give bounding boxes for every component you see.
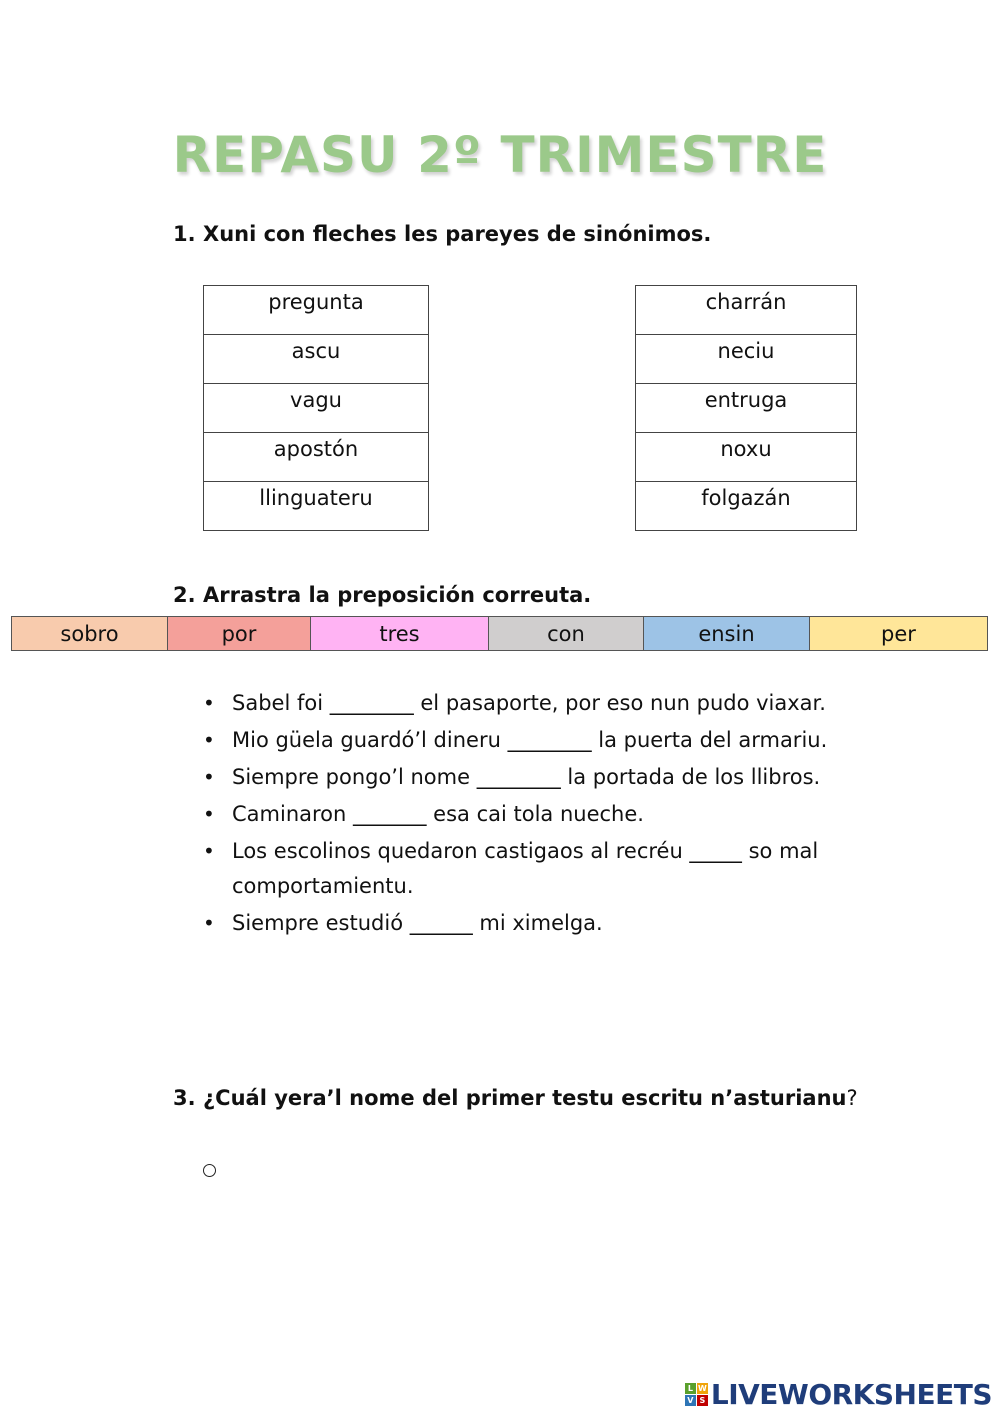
- right-word[interactable]: neciu: [636, 335, 857, 384]
- list-item: [203, 723, 863, 758]
- bullet: •: [203, 911, 215, 935]
- list-item: [203, 797, 863, 832]
- question-1-text: Xuni con fleches les pareyes de sinónimos.: [203, 222, 712, 246]
- logo-letter: V: [685, 1395, 696, 1406]
- question-2: [173, 583, 591, 607]
- left-word[interactable]: apostón: [204, 433, 429, 482]
- preposition-chip-sobro[interactable]: sobro: [12, 617, 168, 650]
- right-word-table: [635, 285, 857, 531]
- list-item: [203, 834, 863, 904]
- preposition-chip-ensin[interactable]: ensin: [644, 617, 810, 650]
- logo-mark-icon: [685, 1383, 708, 1406]
- question-3-text: ¿Cuál yera’l nome del primer testu escritu n’asturianu: [203, 1086, 847, 1110]
- logo-text: LIVEWORKSHEETS: [710, 1378, 992, 1411]
- liveworksheets-logo: [685, 1378, 992, 1411]
- bullet: •: [203, 839, 215, 863]
- logo-letter: S: [697, 1395, 708, 1406]
- left-word[interactable]: vagu: [204, 384, 429, 433]
- right-word[interactable]: entruga: [636, 384, 857, 433]
- sentence-text[interactable]: Caminaron _______ esa cai tola nueche.: [232, 802, 644, 826]
- sentence-text[interactable]: Los escolinos quedaron castigaos al recréu _____ so mal comportamientu.: [232, 839, 819, 898]
- left-word[interactable]: pregunta: [204, 286, 429, 335]
- preposition-bank: [11, 616, 988, 651]
- question-2-number: 2.: [173, 583, 196, 607]
- question-1-number: 1.: [173, 222, 196, 246]
- sentence-list: [203, 686, 863, 943]
- sentence-text[interactable]: Siempre estudió ______ mi ximelga.: [232, 911, 603, 935]
- question-2-text: Arrastra la preposición correuta.: [203, 583, 592, 607]
- list-item: [203, 686, 863, 721]
- left-word[interactable]: ascu: [204, 335, 429, 384]
- bullet: •: [203, 691, 215, 715]
- bullet: •: [203, 802, 215, 826]
- left-word[interactable]: llinguateru: [204, 482, 429, 531]
- bullet: •: [203, 728, 215, 752]
- sentence-text[interactable]: Siempre pongo’l nome ________ la portada de los llibros.: [232, 765, 821, 789]
- logo-letter: L: [685, 1383, 696, 1394]
- list-item: [203, 906, 863, 941]
- right-word[interactable]: folgazán: [636, 482, 857, 531]
- sentence-text[interactable]: Mio güela guardó’l dineru ________ la puerta del armariu.: [232, 728, 828, 752]
- list-item: [203, 760, 863, 795]
- question-1: [173, 222, 711, 246]
- sentence-text[interactable]: Sabel foi ________ el pasaporte, por eso nun pudo viaxar.: [232, 691, 826, 715]
- preposition-chip-per[interactable]: per: [810, 617, 987, 650]
- right-word[interactable]: charrán: [636, 286, 857, 335]
- answer-option-radio[interactable]: [203, 1164, 216, 1177]
- preposition-chip-con[interactable]: con: [489, 617, 644, 650]
- preposition-chip-por[interactable]: por: [168, 617, 311, 650]
- question-3-number: 3.: [173, 1086, 196, 1110]
- question-3: [173, 1086, 858, 1110]
- question-3-mark: ?: [846, 1086, 858, 1110]
- logo-letter: W: [697, 1384, 707, 1393]
- bullet: •: [203, 765, 215, 789]
- page-title: REPASU 2º TRIMESTRE: [172, 126, 828, 184]
- right-word[interactable]: noxu: [636, 433, 857, 482]
- preposition-chip-tres[interactable]: tres: [311, 617, 489, 650]
- left-word-table: [203, 285, 429, 531]
